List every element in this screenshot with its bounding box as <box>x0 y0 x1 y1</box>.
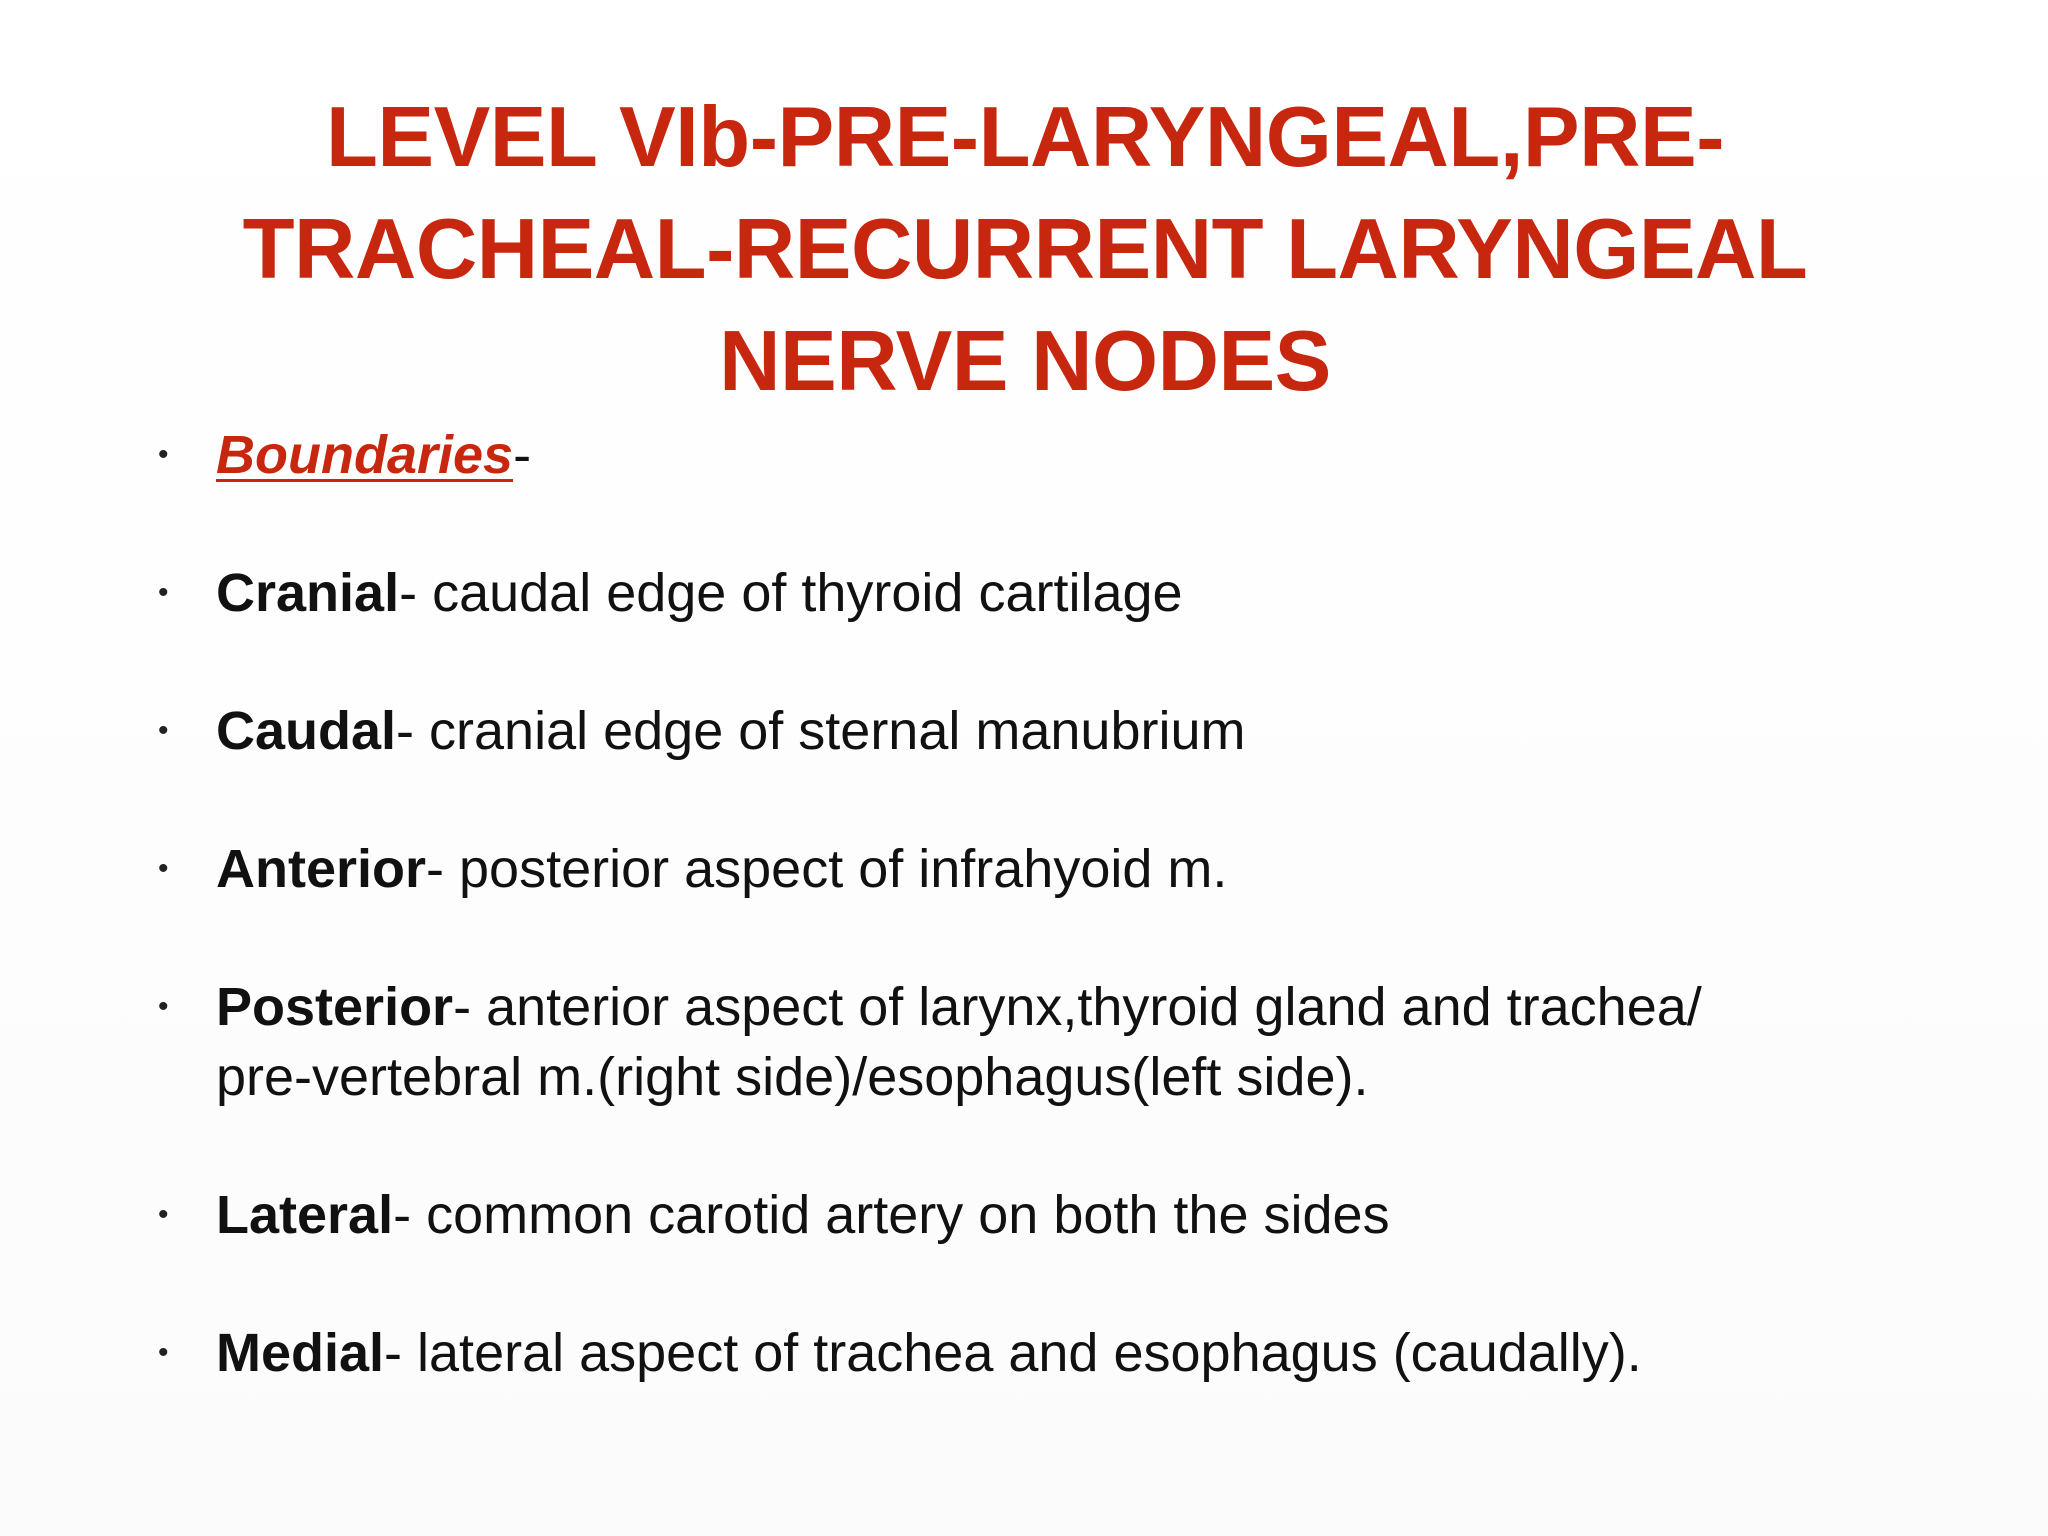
bullet-icon: • <box>158 1198 169 1231</box>
anterior-text: - posterior aspect of infrahyoid m. <box>426 839 1228 899</box>
slide-title <box>120 82 1930 418</box>
posterior-text: - anterior aspect of larynx,thyroid gland and trachea/ <box>453 977 1702 1037</box>
lateral-term: Lateral <box>216 1185 394 1245</box>
bullet-cranial <box>158 558 1183 628</box>
title-line-3: NERVE NODES <box>719 314 1331 409</box>
medial-text: - lateral aspect of trachea and esophagus (caudally). <box>384 1323 1642 1383</box>
bullet-icon: • <box>158 576 169 609</box>
bullet-icon: • <box>158 438 169 471</box>
cranial-term: Cranial <box>216 563 400 623</box>
posterior-continuation: pre-vertebral m.(right side)/esophagus(left side). <box>216 1047 1369 1107</box>
cranial-text: - caudal edge of thyroid cartilage <box>399 563 1183 623</box>
bullet-anterior <box>158 834 1227 904</box>
bullet-lateral <box>158 1180 1390 1250</box>
caudal-term: Caudal <box>216 701 397 761</box>
bullet-icon: • <box>158 714 169 747</box>
bullet-posterior <box>158 972 1702 1112</box>
lateral-text: - common carotid artery on both the sides <box>393 1185 1390 1245</box>
posterior-line-1 <box>216 972 1702 1042</box>
bullet-caudal <box>158 696 1245 766</box>
bullet-medial <box>158 1318 1642 1388</box>
medial-term: Medial <box>216 1323 385 1383</box>
bullet-icon: • <box>158 1336 169 1369</box>
boundaries-heading-suffix: - <box>513 425 532 485</box>
bullet-boundaries-heading <box>158 420 531 490</box>
caudal-text: - cranial edge of sternal manubrium <box>396 701 1246 761</box>
boundaries-heading-term: Boundaries <box>216 425 514 485</box>
title-line-1: LEVEL VIb-PRE-LARYNGEAL,PRE- <box>325 90 1725 185</box>
bullet-icon: • <box>158 852 169 885</box>
title-line-2: TRACHEAL-RECURRENT LARYNGEAL <box>242 202 1808 297</box>
anterior-term: Anterior <box>216 839 427 899</box>
bullet-icon: • <box>158 990 169 1023</box>
posterior-term: Posterior <box>216 977 454 1037</box>
